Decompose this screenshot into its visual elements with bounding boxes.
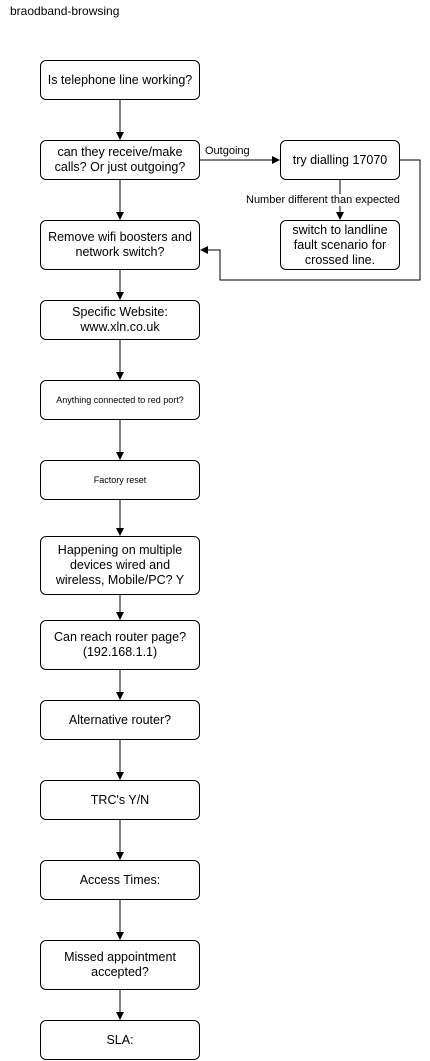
node-sla: SLA: — [40, 1020, 200, 1060]
node-specific-website: Specific Website: www.xln.co.uk — [40, 300, 200, 340]
node-trcs: TRC's Y/N — [40, 780, 200, 820]
node-access-times: Access Times: — [40, 860, 200, 900]
node-factory-reset: Factory reset — [40, 460, 200, 500]
node-multiple-devices: Happening on multiple devices wired and wireless, Mobile/PC? Y — [40, 536, 200, 595]
node-red-port: Anything connected to red port? — [40, 380, 200, 420]
node-alternative-router: Alternative router? — [40, 700, 200, 740]
node-try-dialling: try dialling 17070 — [280, 140, 400, 180]
diagram-title: braodband-browsing — [10, 4, 120, 18]
node-router-page: Can reach router page? (192.168.1.1) — [40, 620, 200, 670]
edge-label-outgoing: Outgoing — [205, 145, 250, 157]
node-switch-landline-fault: switch to landline fault scenario for crossed line. — [280, 220, 400, 270]
node-telephone-line-working: Is telephone line working? — [40, 60, 200, 100]
edge-label-number-different: Number different than expected — [246, 194, 400, 206]
node-missed-appointment: Missed appointment accepted? — [40, 940, 200, 990]
node-remove-wifi-boosters: Remove wifi boosters and network switch? — [40, 220, 200, 270]
node-receive-make-calls: can they receive/make calls? Or just outgoing? — [40, 140, 200, 180]
